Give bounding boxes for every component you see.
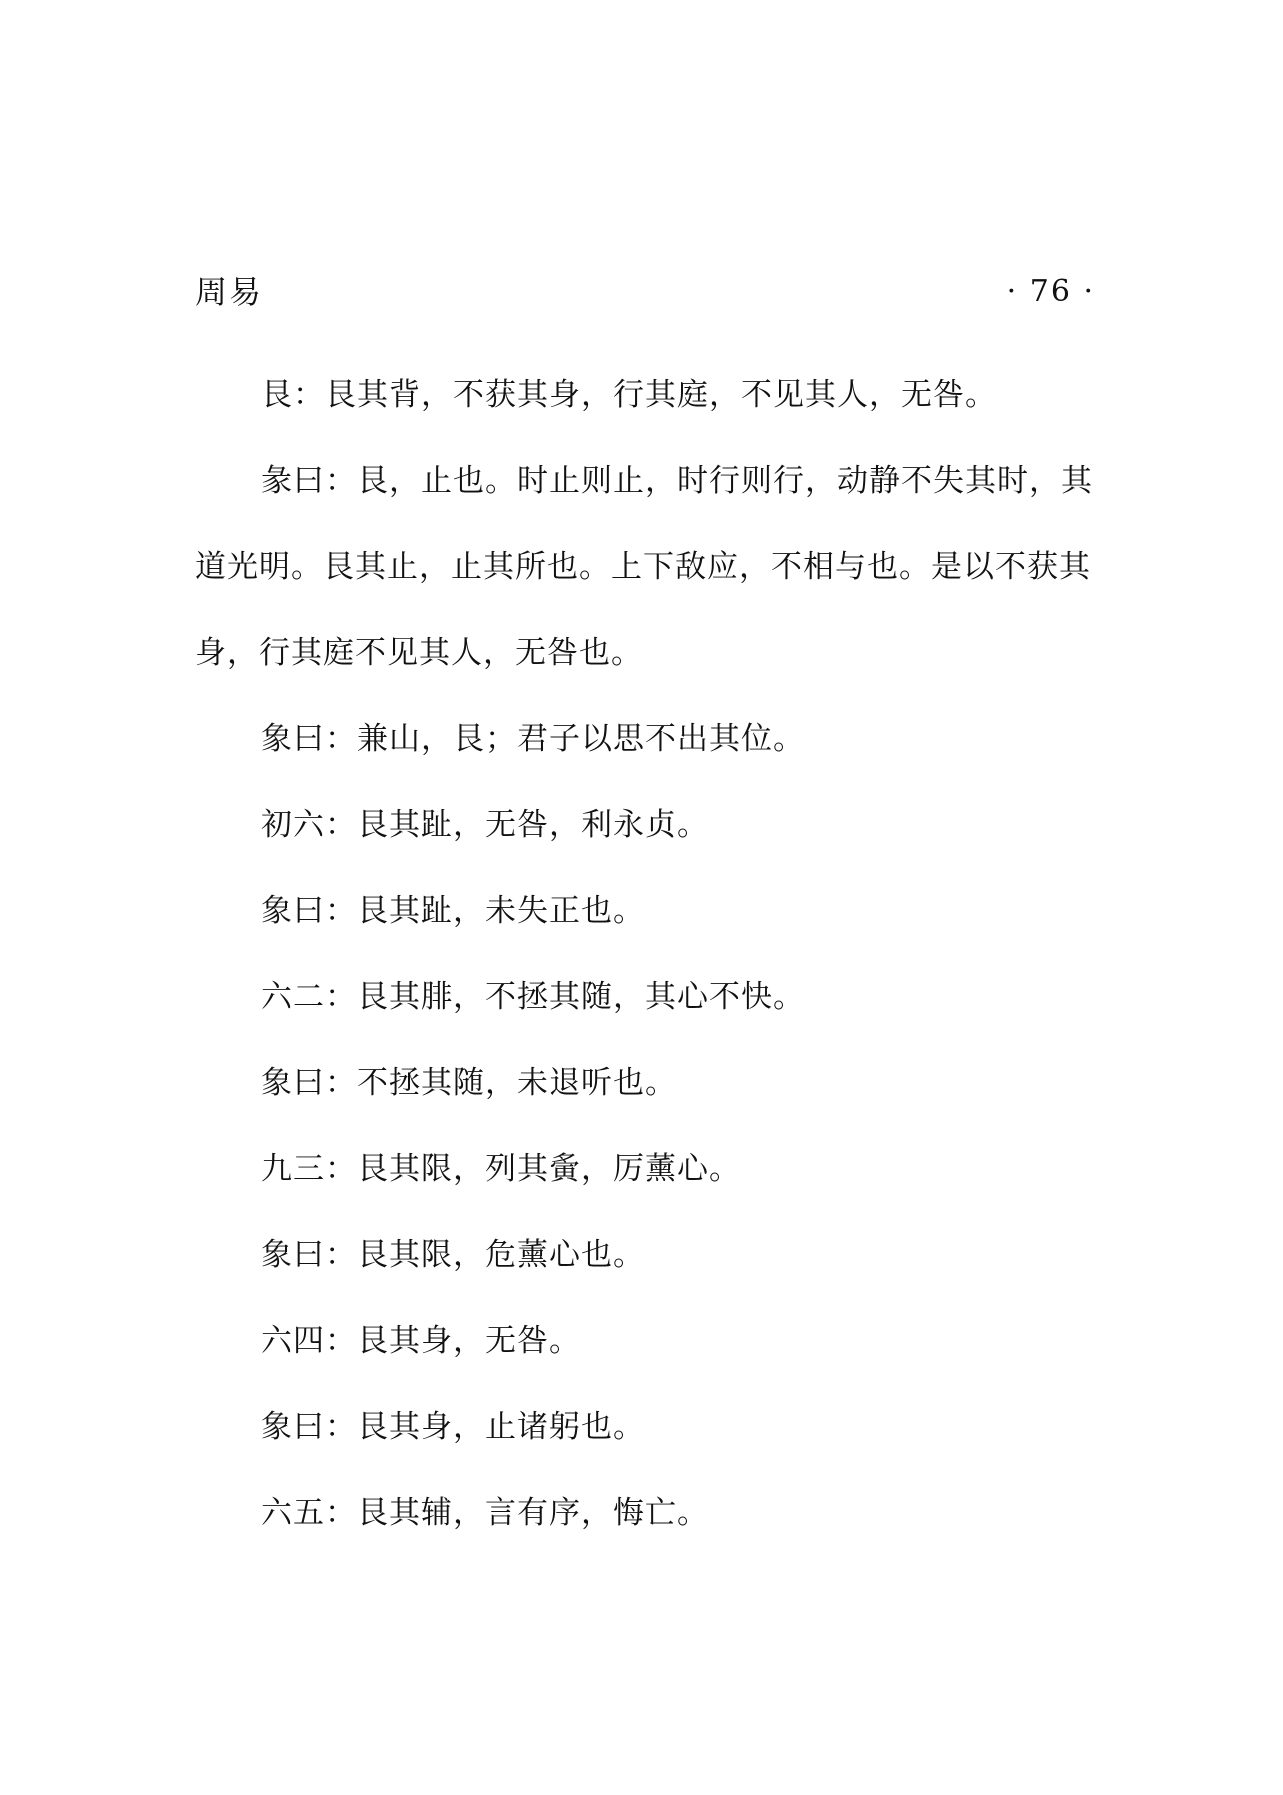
paragraph-line-3: 九三：艮其限，列其夤，厉薰心。 — [261, 1151, 741, 1187]
paragraph-line-1-xiang: 象曰：艮其趾，未失正也。 — [261, 893, 645, 929]
running-header — [195, 268, 1095, 316]
paragraph-line-5: 六五：艮其辅，言有序，悔亡。 — [261, 1495, 709, 1531]
paragraph-line-2: 六二：艮其腓，不拯其随，其心不快。 — [261, 979, 805, 1015]
paragraph-line-2-xiang: 象曰：不拯其随，未退听也。 — [261, 1065, 677, 1101]
paragraph-gen-judgment: 艮：艮其背，不获其身，行其庭，不见其人，无咎。 — [261, 377, 997, 413]
paragraph-line-4: 六四：艮其身，无咎。 — [261, 1323, 581, 1359]
paragraph-tuan-commentary: 彖曰：艮，止也。时止则止，时行则行，动静不失其时，其道光明。艮其止，止其所也。上下敌应，不相与也。是以不获其身，行其庭不见其人，无咎也。 — [195, 463, 1093, 671]
paragraph-xiang-image: 象曰：兼山，艮；君子以思不出其位。 — [261, 721, 805, 757]
page-number: · 76 · — [1006, 274, 1095, 309]
paragraph-line-3-xiang: 象曰：艮其限，危薰心也。 — [261, 1237, 645, 1273]
paragraph-line-1: 初六：艮其趾，无咎，利永贞。 — [261, 807, 709, 843]
paragraph-line-4-xiang: 象曰：艮其身，止诸躬也。 — [261, 1409, 645, 1445]
header-title: 周易 — [195, 273, 264, 311]
body-text — [195, 352, 1095, 1556]
